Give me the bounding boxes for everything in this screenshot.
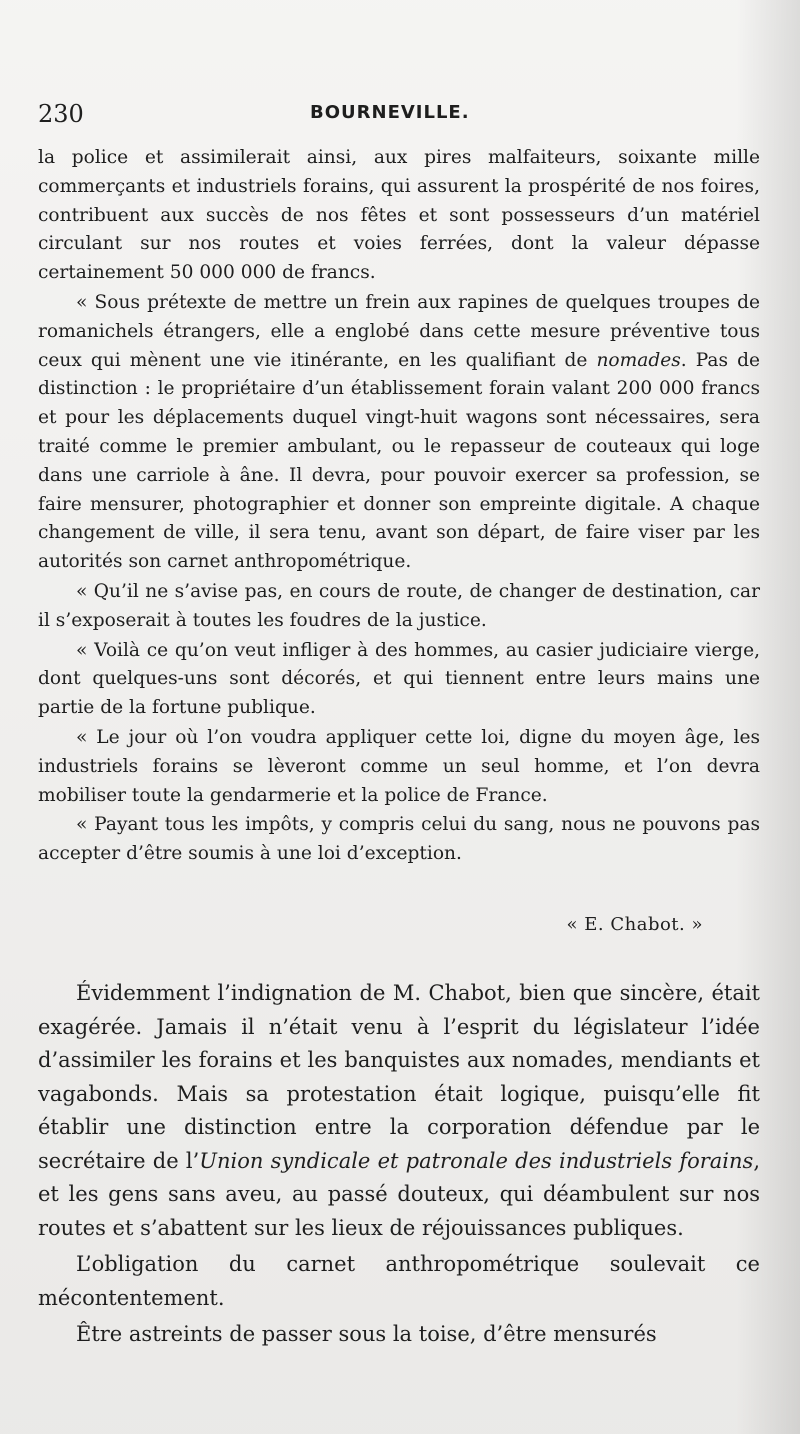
quoted-letter <box>38 144 760 869</box>
quote-paragraph-1: la police et assimilerait ainsi, aux pires malfaiteurs, soixante mille commerçants et industriels forains, qui assurent la prospérité de nos foires, contribuent aux succès de nos fêtes et sont possesseurs d’un matériel circulant sur nos routes et voies ferrées, dont la valeur dépasse certainement 50 000 000 de francs. <box>38 147 760 284</box>
body-paragraph-1-text-a: Évidemment l’indignation de M. Chabot, bien que sincère, était exagérée. Jamais il n’était venu à l’esprit du législateur l’idée d’assimiler les forains et les banquistes aux nomades, mendiants et vagabonds. Mais sa protestation était logique, puisqu’elle fit établir une distinction entre la corporation défendue par le secrétaire de l’ <box>38 981 760 1173</box>
body-paragraph-1-italic: Union syndicale et patronale des industriels forains <box>199 1148 754 1173</box>
body-paragraph-3: Être astreints de passer sous la toise, d’être mensurés <box>76 1322 657 1346</box>
quote-paragraph-3: « Qu’il ne s’avise pas, en cours de route, de changer de destination, car il s’exposerait à toutes les foudres de la justice. <box>38 580 760 631</box>
body-paragraph-1 <box>38 977 760 1245</box>
quote-paragraph-2-text-a: « Sous prétexte de mettre un frein aux rapines de quelques troupes de romanichels étrangers, elle a englobé dans cette mesure préventive tous ceux qui mènent une vie itinérante, en les qualifiant de <box>38 291 760 371</box>
quote-signature: « E. Chabot. » <box>566 914 703 935</box>
page-header <box>38 100 758 132</box>
quote-paragraph-4: « Voilà ce qu’on veut infliger à des hommes, au casier judiciaire vierge, dont quelques-uns sont décorés, et qui tiennent entre leurs mains une partie de la fortune publique. <box>38 639 760 719</box>
running-head: BOURNEVILLE. <box>310 102 470 123</box>
quote-paragraph-6: « Payant tous les impôts, y compris celui du sang, nous ne pouvons pas accepter d’être soumis à une loi d’exception. <box>38 814 760 865</box>
quote-paragraph-2-text-b: . Pas de distinction : le propriétaire d’un établissement forain valant 200 000 francs et pour les déplacements duquel vingt-huit wagons sont nécessaires, sera traité comme le premier ambulant, ou le repasseur de couteaux qui loge dans une carriole à âne. Il devra, pour pouvoir exercer sa profession, se faire mensurer, photographier et donner son empreinte digitale. A chaque changement de ville, il sera tenu, avant son départ, de faire viser par les autorités son carnet anthropométrique. <box>38 349 760 573</box>
quote-paragraph-5: « Le jour où l’on voudra appliquer cette loi, digne du moyen âge, les industriels forains se lèveront comme un seul homme, et l’on devra mobiliser toute la gendarmerie et la police de France. <box>38 726 760 806</box>
body-text <box>38 977 760 1352</box>
quote-paragraph-2-italic: nomades <box>596 349 681 371</box>
body-paragraph-2: L’obligation du carnet anthropométrique soulevait ce mécontentement. <box>38 1252 760 1310</box>
quote-paragraph-2 <box>38 289 760 577</box>
page-number: 230 <box>38 100 84 128</box>
body-paragraph-1-text-b: , et les gens sans aveu, au passé douteux, qui déambulent sur nos routes et s’abattent sur les lieux de réjouissances publiques. <box>38 1148 761 1240</box>
